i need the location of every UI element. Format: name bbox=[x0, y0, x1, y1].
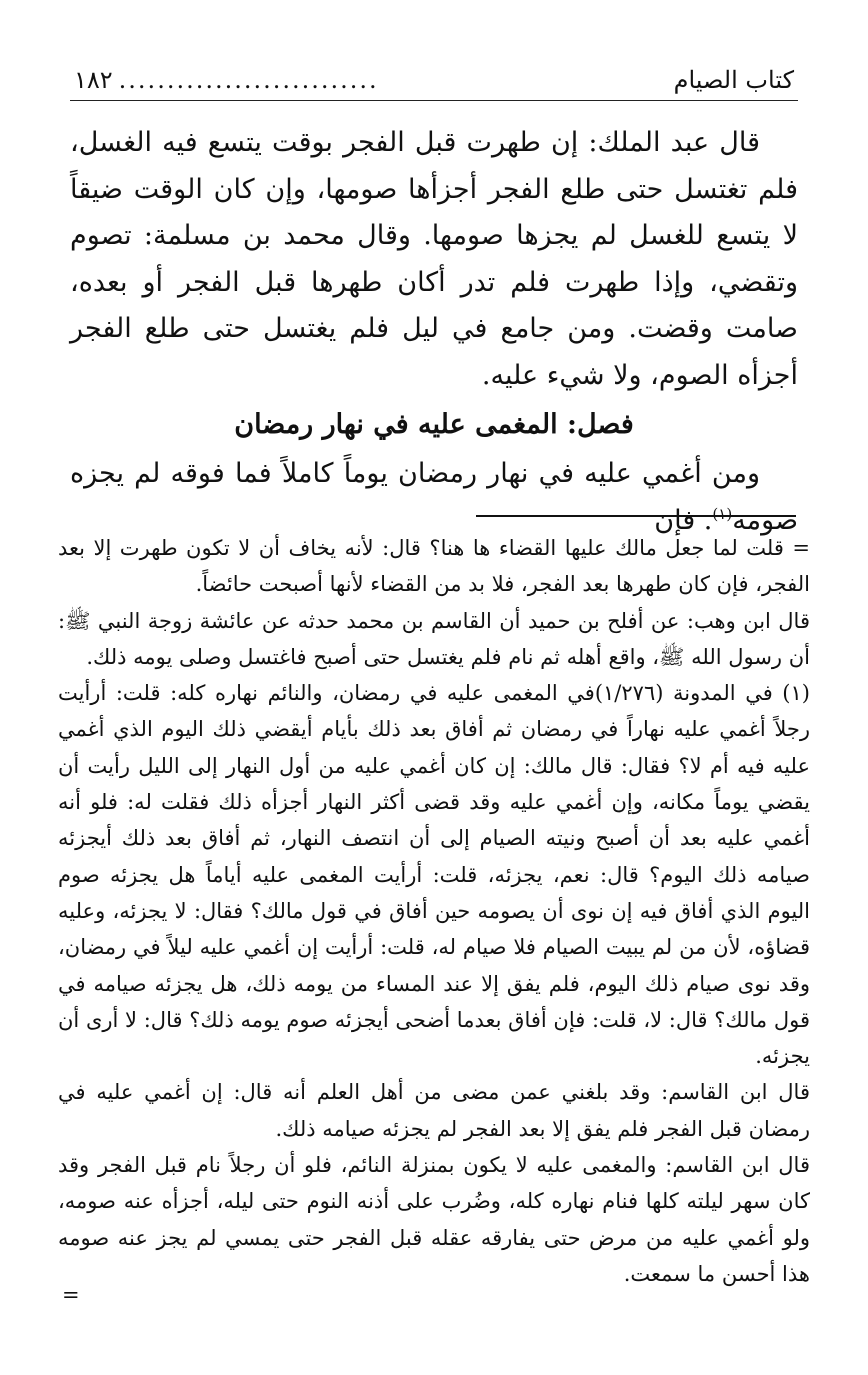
main-paragraph-2-tail: . فإن bbox=[654, 504, 713, 536]
header-title: كتاب الصيام bbox=[673, 66, 794, 94]
footnote-1: (١) في المدونة (١/٢٧٦)في المغمى عليه في رمضان، والنائم نهاره كله: قلت: أرأيت رجلاً أغمي عليه نهاراً في رمضان ثم أفاق بعد ذلك بأيام أيقضي ذلك اليوم الذي أغمي عليه فيه أم لا؟ فقال: قال مالك: إن كان أغمي عليه من أول النهار إلى الليل رأيت أن يقضي يوماً مكانه، وإن أغمي عليه وقد قضى أكثر النهار أجزأه ذلك فقلت له: فلو أنه أغمي عليه بعد أن أصبح ونيته الصيام إلى أن انتصف النهار، ثم أفاق بعد ذلك أيجزئه صيامه ذلك اليوم؟ قال: نعم، يجزئه، قلت: أرأيت المغمى عليه أياماً هل يجزئه صوم اليوم الذي أفاق فيه إن نوى أن يصومه حين أفاق في قول مالك؟ فقال: لا يجزئه، وعليه قضاؤه، لأن من لم يبيت الصيام فلا صيام له، قلت: أرأيت إن أغمي عليه ليلاً في رمضان، وقد نوى صيام ذلك اليوم، فلم يفق إلا عند المساء من يومه ذلك، هل يجزئه صيامه في قول مالك؟ قال: لا، قلت: فإن أفاق بعدما أضحى أيجزئه صوم يومه ذلك؟ قال: لا أرى أن يجزئه. bbox=[58, 681, 810, 1069]
footnote-ibn-qasim-1: قال ابن القاسم: وقد بلغني عمن مضى من أهل العلم أنه قال: إن أغمي عليه في رمضان قبل الفجر فلم يفق إلا بعد الفجر لم يجزئه صيامه ذلك. bbox=[58, 1080, 810, 1141]
main-paragraph-2-text: ومن أغمي عليه في نهار رمضان يوماً كاملاً فما فوقه لم يجزه صومه bbox=[70, 458, 798, 536]
footnote-separator bbox=[476, 515, 796, 517]
footnotes bbox=[58, 530, 810, 1292]
section-heading: فصل: المغمى عليه في نهار رمضان bbox=[234, 409, 634, 440]
footnote-continued: = قلت لما جعل مالك عليها القضاء ها هنا؟ قال: لأنه يخاف أن لا تكون طهرت إلا بعد الفجر، فإن كان طهرها بعد الفجر، فلا بد من القضاء لأنها أصبحت حائضاً. bbox=[58, 536, 810, 597]
footnote-reference[interactable]: (١) bbox=[712, 504, 733, 523]
running-header bbox=[70, 60, 798, 101]
header-dots: ........................... bbox=[118, 66, 379, 94]
footnote-ibn-wahb: قال ابن وهب: عن أفلح بن حميد أن القاسم بن محمد حدثه عن عائشة زوجة النبي ﷺ: أن رسول الله ﷺ، واقع أهله ثم نام فلم يغتسل حتى أصبح فاغتسل وصلى يومه ذلك. bbox=[58, 608, 810, 669]
page-number: ١٨٢ bbox=[74, 66, 113, 94]
continuation-mark: = bbox=[62, 1283, 80, 1307]
footnote-ibn-qasim-2: قال ابن القاسم: والمغمى عليه لا يكون بمنزلة النائم، فلو أن رجلاً نام قبل الفجر وقد كان سهر ليلته كلها فنام نهاره كله، وضُرب على أذنه النوم حتى ليله، أجزأه عنه صومه، ولو أغمي عليه من مرض حتى يفارقه عقله قبل الفجر حتى يمسي لم يجز عنه صومه هذا أحسن ما سمعت. bbox=[58, 1153, 810, 1286]
main-paragraph-1: قال عبد الملك: إن طهرت قبل الفجر بوقت يتسع فيه الغسل، فلم تغتسل حتى طلع الفجر أجزأها صومها، وإن كان الوقت ضيقاً لا يتسع للغسل لم يجزها صومها. وقال محمد بن مسلمة: تصوم وتقضي، وإذا طهرت فلم تدر أكان طهرها قبل الفجر أو بعده، صامت وقضت. ومن جامع في ليل فلم يغتسل حتى طلع الفجر أجزأه الصوم، ولا شيء عليه. bbox=[70, 127, 798, 391]
main-text bbox=[70, 120, 798, 544]
